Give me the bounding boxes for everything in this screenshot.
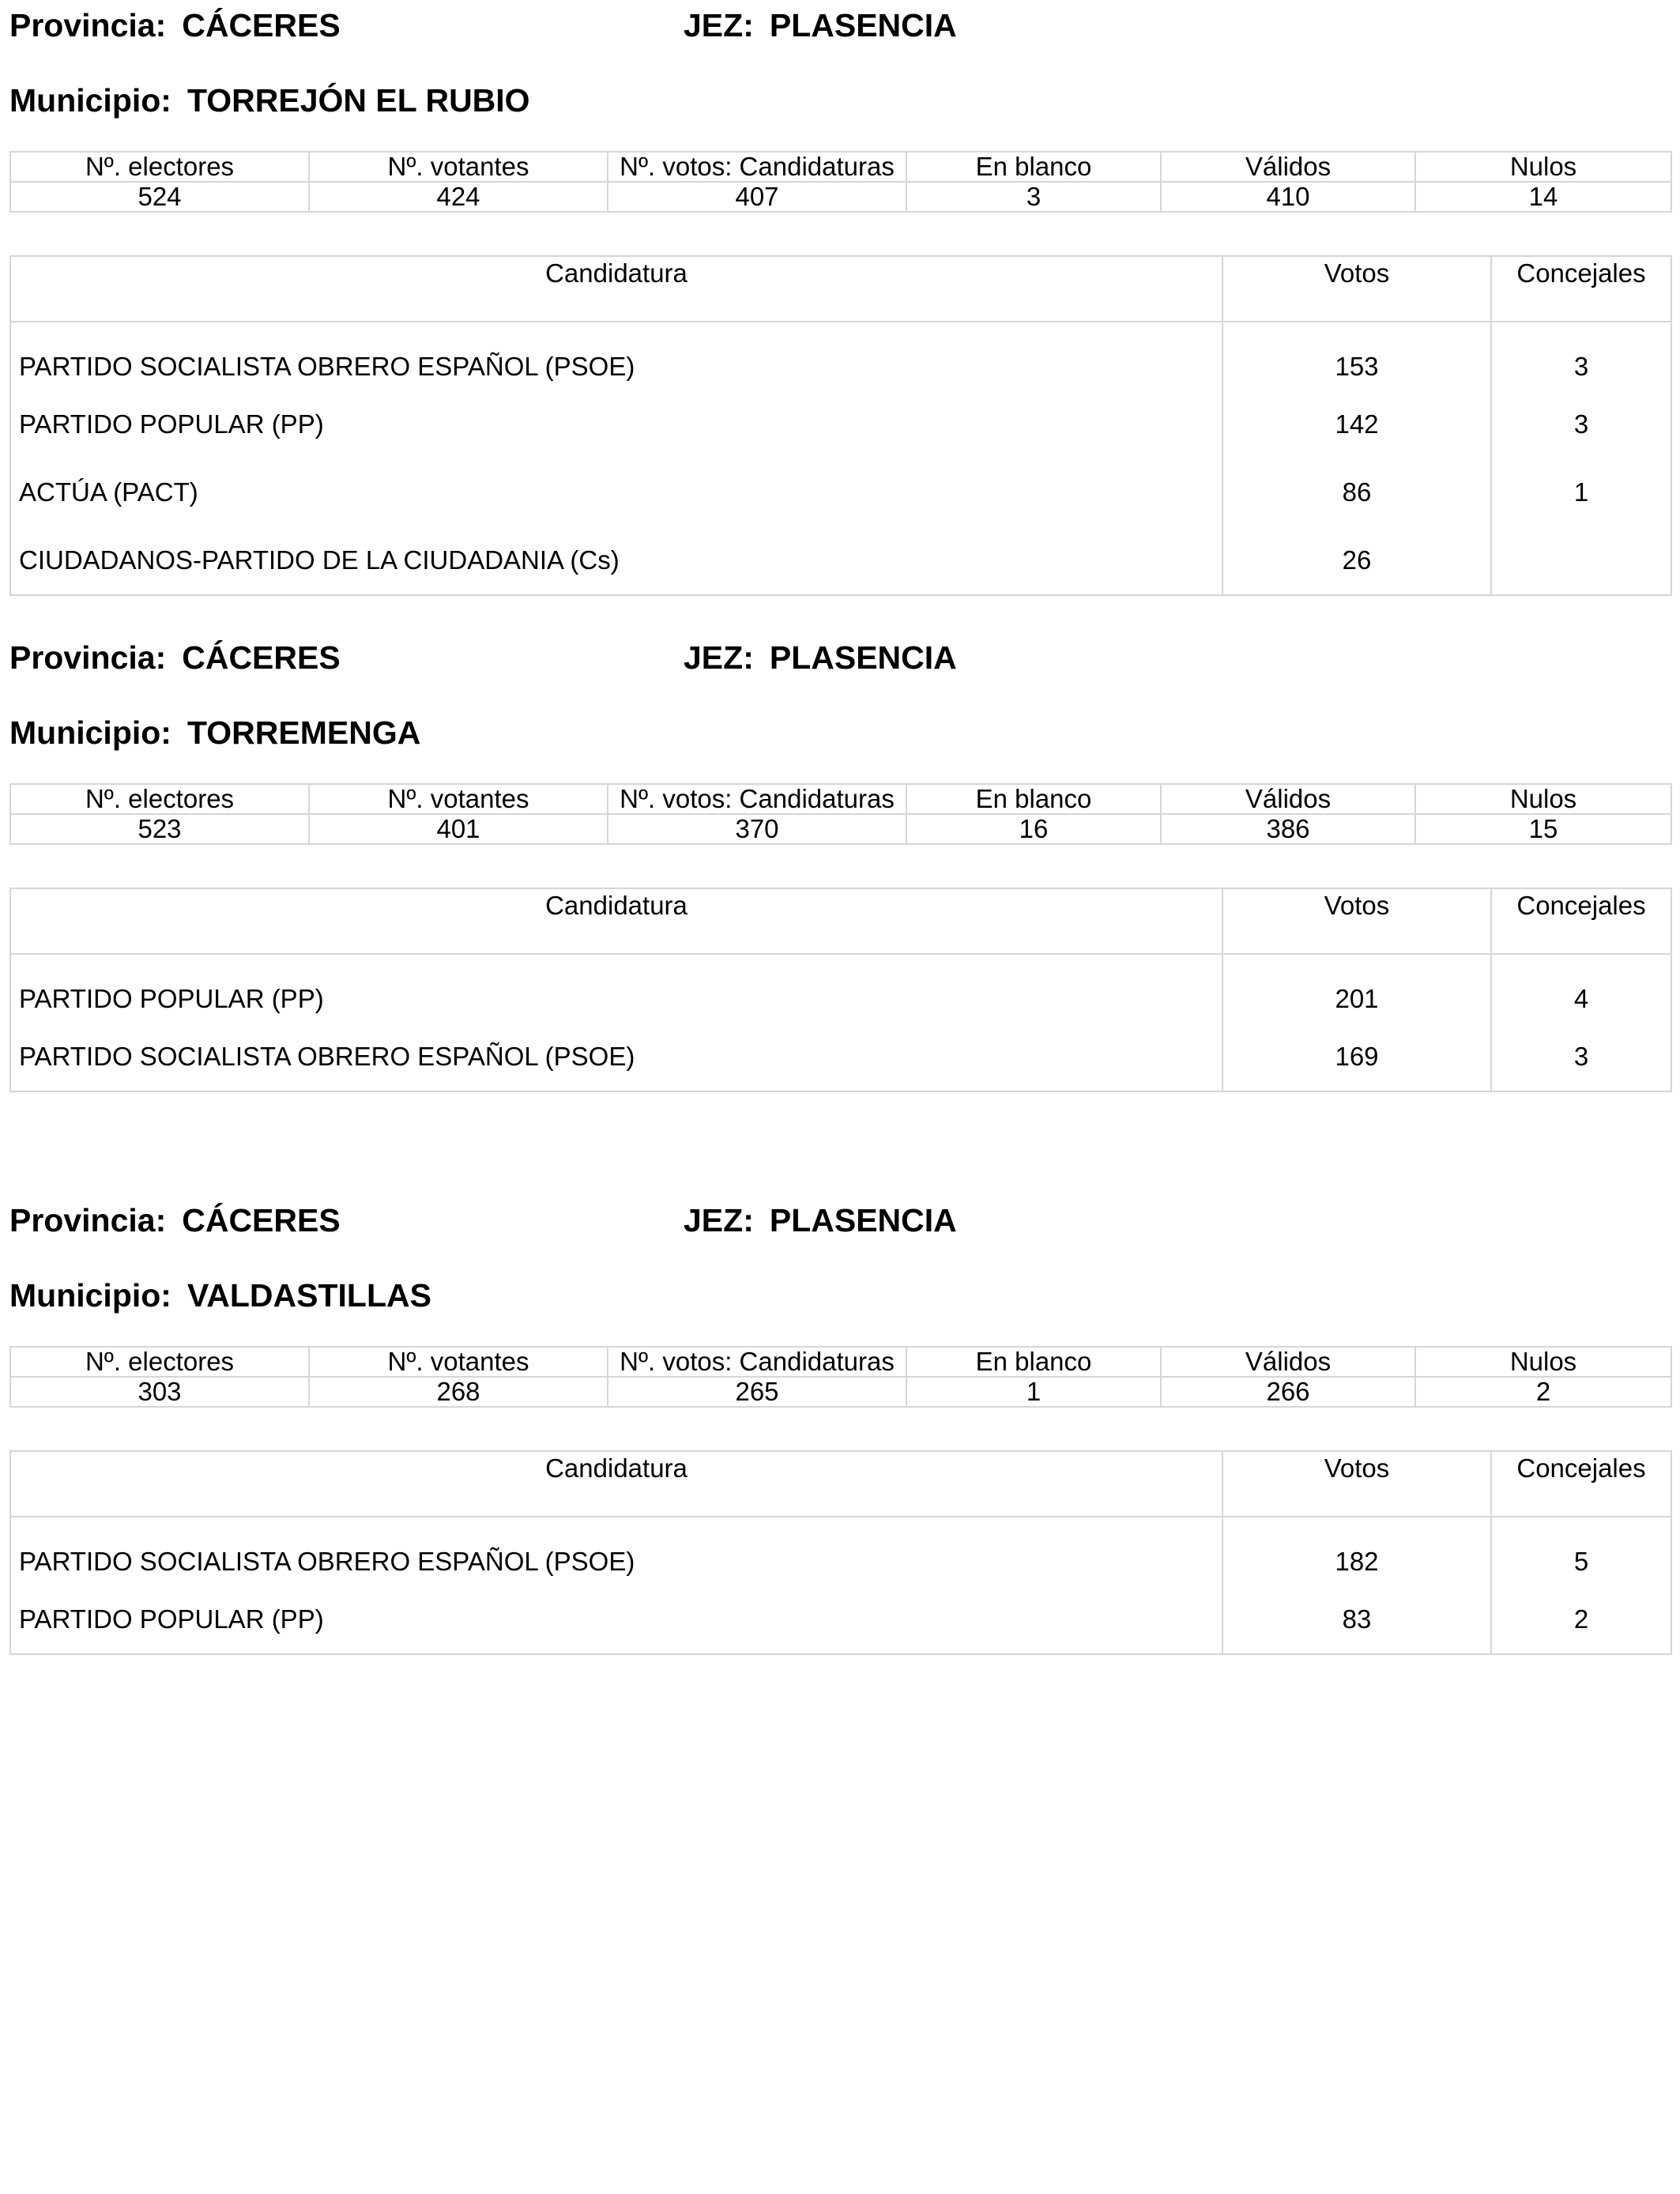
jez-value: PLASENCIA xyxy=(769,639,957,676)
candidates-header-cell: Concejales xyxy=(1491,888,1671,954)
candidate-name: PARTIDO SOCIALISTA OBRERO ESPAÑOL (PSOE) xyxy=(10,1023,1222,1091)
municipio-label: Municipio: xyxy=(9,82,171,119)
municipio-label: Municipio: xyxy=(9,714,171,751)
stats-header-cell: Válidos xyxy=(1161,784,1415,814)
candidates-header-cell: Candidatura xyxy=(10,256,1222,322)
candidate-name: PARTIDO POPULAR (PP) xyxy=(10,1585,1222,1654)
provincia-label: Provincia: xyxy=(9,7,167,43)
provincia-label: Provincia: xyxy=(9,1202,167,1238)
candidate-row xyxy=(10,458,1671,526)
stats-value-cell: 401 xyxy=(309,814,608,844)
candidate-votos: 201 xyxy=(1222,954,1491,1023)
municipio-row xyxy=(9,711,420,755)
stats-value-cell: 303 xyxy=(10,1377,309,1407)
stats-value-cell: 2 xyxy=(1415,1377,1671,1407)
jez-group xyxy=(684,635,957,680)
candidate-concejales xyxy=(1491,526,1671,595)
stats-value-cell: 523 xyxy=(10,814,309,844)
candidate-concejales: 4 xyxy=(1491,954,1671,1023)
stats-table xyxy=(9,151,1672,213)
municipio-label: Municipio: xyxy=(9,1277,171,1314)
provincia-row xyxy=(9,3,1671,47)
candidate-name: PARTIDO SOCIALISTA OBRERO ESPAÑOL (PSOE) xyxy=(10,322,1222,390)
candidates-header-cell: Votos xyxy=(1222,888,1491,954)
stats-value-cell: 3 xyxy=(906,182,1161,212)
stats-header-cell: Válidos xyxy=(1161,1347,1415,1377)
jez-label: JEZ: xyxy=(684,1202,754,1238)
stats-value-cell: 14 xyxy=(1415,182,1671,212)
stats-header-cell: En blanco xyxy=(906,152,1161,182)
candidate-row xyxy=(10,322,1671,390)
stats-header-cell: Nº. votos: Candidaturas xyxy=(608,1347,906,1377)
municipio-value: VALDASTILLAS xyxy=(186,1277,431,1314)
stats-header-cell: Válidos xyxy=(1161,152,1415,182)
candidate-votos: 169 xyxy=(1222,1023,1491,1091)
municipio-value: TORREJÓN EL RUBIO xyxy=(186,82,530,119)
stats-value-row xyxy=(10,814,1671,844)
stats-header-cell: Nº. votos: Candidaturas xyxy=(608,784,906,814)
candidate-row xyxy=(10,1023,1671,1091)
stats-header-cell: Nº. votantes xyxy=(309,1347,608,1377)
stats-header-cell: Nº. votantes xyxy=(309,152,608,182)
jez-group xyxy=(684,1198,957,1242)
candidate-name: PARTIDO SOCIALISTA OBRERO ESPAÑOL (PSOE) xyxy=(10,1517,1222,1585)
candidate-name: CIUDADANOS-PARTIDO DE LA CIUDADANIA (Cs) xyxy=(10,526,1222,595)
candidate-name: PARTIDO POPULAR (PP) xyxy=(10,954,1222,1023)
stats-header-row xyxy=(10,1347,1671,1377)
candidates-header-row xyxy=(10,256,1671,322)
stats-value-cell: 370 xyxy=(608,814,906,844)
stats-value-cell: 266 xyxy=(1161,1377,1415,1407)
municipality-section xyxy=(9,1195,1671,1811)
candidates-table xyxy=(9,255,1672,596)
stats-table xyxy=(9,1346,1672,1408)
candidates-header-cell: Candidatura xyxy=(10,888,1222,954)
candidates-header-cell: Votos xyxy=(1222,256,1491,322)
stats-value-cell: 1 xyxy=(906,1377,1161,1407)
provincia-label: Provincia: xyxy=(9,639,167,676)
candidate-votos: 153 xyxy=(1222,322,1491,390)
stats-value-cell: 16 xyxy=(906,814,1161,844)
jez-group xyxy=(684,3,957,47)
jez-value: PLASENCIA xyxy=(769,1202,957,1238)
stats-header-cell: Nº. votos: Candidaturas xyxy=(608,152,906,182)
stats-header-cell: Nº. electores xyxy=(10,152,309,182)
candidates-header-row xyxy=(10,888,1671,954)
municipality-section xyxy=(9,0,1671,616)
candidates-header-cell: Votos xyxy=(1222,1451,1491,1517)
provincia-value: CÁCERES xyxy=(182,1202,341,1238)
stats-header-cell: En blanco xyxy=(906,1347,1161,1377)
candidate-votos: 86 xyxy=(1222,458,1491,526)
candidate-row xyxy=(10,954,1671,1023)
candidate-votos: 26 xyxy=(1222,526,1491,595)
stats-header-row xyxy=(10,152,1671,182)
stats-header-cell: En blanco xyxy=(906,784,1161,814)
candidate-concejales: 3 xyxy=(1491,322,1671,390)
candidate-concejales: 5 xyxy=(1491,1517,1671,1585)
jez-value: PLASENCIA xyxy=(769,7,957,43)
candidates-header-cell: Concejales xyxy=(1491,256,1671,322)
stats-header-cell: Nº. electores xyxy=(10,1347,309,1377)
candidates-table xyxy=(9,1450,1672,1655)
stats-header-row xyxy=(10,784,1671,814)
candidates-header-cell: Candidatura xyxy=(10,1451,1222,1517)
provincia-value: CÁCERES xyxy=(182,639,341,676)
stats-value-row xyxy=(10,1377,1671,1407)
candidate-concejales: 1 xyxy=(1491,458,1671,526)
candidates-header-cell: Concejales xyxy=(1491,1451,1671,1517)
stats-value-cell: 424 xyxy=(309,182,608,212)
municipio-row xyxy=(9,1273,431,1318)
candidate-votos: 83 xyxy=(1222,1585,1491,1654)
provincia-row xyxy=(9,1198,1671,1242)
stats-value-cell: 15 xyxy=(1415,814,1671,844)
candidates-header-row xyxy=(10,1451,1671,1517)
provincia-value: CÁCERES xyxy=(182,7,341,43)
candidate-concejales: 2 xyxy=(1491,1585,1671,1654)
municipio-value: TORREMENGA xyxy=(186,714,421,751)
candidate-row xyxy=(10,1585,1671,1654)
municipality-section xyxy=(9,632,1671,1249)
candidate-name: PARTIDO POPULAR (PP) xyxy=(10,390,1222,458)
candidate-row xyxy=(10,390,1671,458)
stats-header-cell: Nulos xyxy=(1415,1347,1671,1377)
stats-value-row xyxy=(10,182,1671,212)
jez-label: JEZ: xyxy=(684,639,754,676)
stats-header-cell: Nº. electores xyxy=(10,784,309,814)
stats-header-cell: Nº. votantes xyxy=(309,784,608,814)
candidate-row xyxy=(10,526,1671,595)
stats-value-cell: 524 xyxy=(10,182,309,212)
stats-header-cell: Nulos xyxy=(1415,152,1671,182)
stats-value-cell: 268 xyxy=(309,1377,608,1407)
candidates-table xyxy=(9,888,1672,1092)
stats-value-cell: 410 xyxy=(1161,182,1415,212)
candidate-name: ACTÚA (PACT) xyxy=(10,458,1222,526)
candidate-concejales: 3 xyxy=(1491,1023,1671,1091)
stats-table xyxy=(9,783,1672,845)
candidate-row xyxy=(10,1517,1671,1585)
candidate-concejales: 3 xyxy=(1491,390,1671,458)
stats-value-cell: 407 xyxy=(608,182,906,212)
stats-value-cell: 386 xyxy=(1161,814,1415,844)
candidate-votos: 142 xyxy=(1222,390,1491,458)
provincia-row xyxy=(9,635,1671,680)
candidate-votos: 182 xyxy=(1222,1517,1491,1585)
jez-label: JEZ: xyxy=(684,7,754,43)
municipio-row xyxy=(9,78,530,123)
stats-header-cell: Nulos xyxy=(1415,784,1671,814)
stats-value-cell: 265 xyxy=(608,1377,906,1407)
